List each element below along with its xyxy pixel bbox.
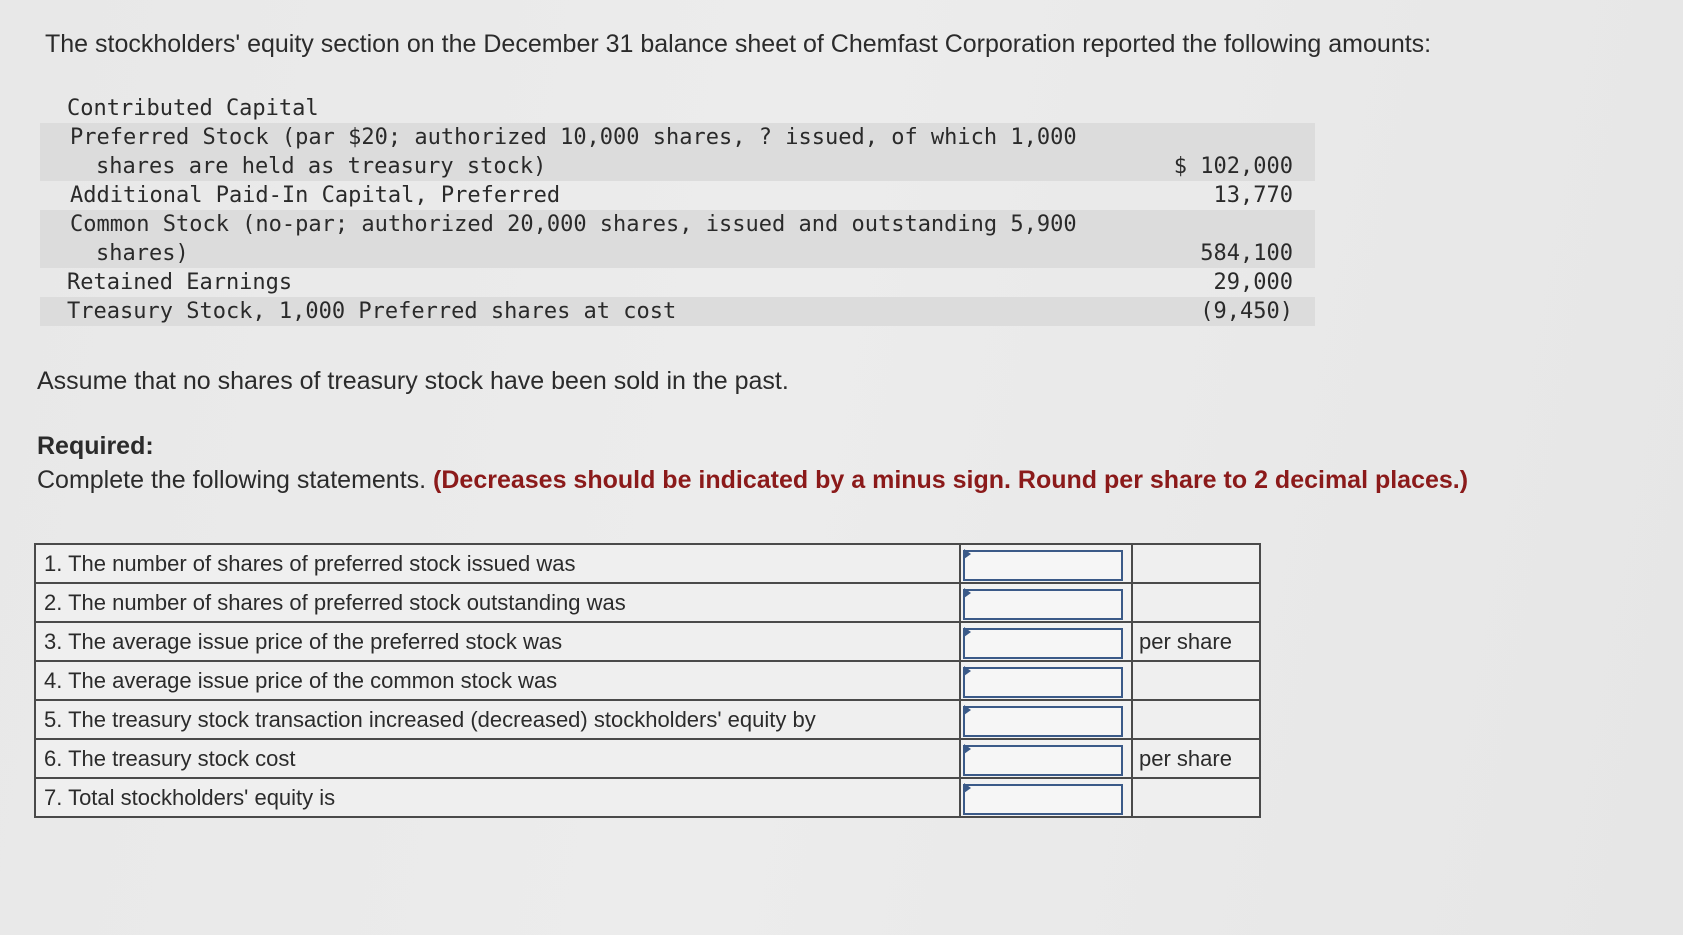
- statement-row-3: [35, 622, 1260, 661]
- answer-input-2[interactable]: [963, 589, 1123, 620]
- statement-text: 7. Total stockholders' equity is: [35, 778, 960, 817]
- statement-row-1: [35, 544, 1260, 583]
- preferred-stock-label: Preferred Stock (par $20; authorized 10,000 shares, ? issued, of which 1,000: [70, 125, 1077, 150]
- statement-text: 5. The treasury stock transaction increased (decreased) stockholders' equity by: [35, 700, 960, 739]
- preferred-stock-row: [40, 123, 1315, 181]
- assumption-text: Assume that no shares of treasury stock have been sold in the past.: [37, 367, 789, 395]
- input-marker-icon: [964, 588, 971, 598]
- input-marker-icon: [964, 705, 971, 715]
- common-stock-label-cont: shares): [96, 241, 189, 266]
- statement-row-7: [35, 778, 1260, 817]
- common-stock-amount: 584,100: [1200, 241, 1293, 266]
- answer-input-7[interactable]: [963, 784, 1123, 815]
- required-instruction: [37, 466, 1468, 495]
- statement-row-4: [35, 661, 1260, 700]
- contributed-capital-heading: Contributed Capital: [67, 96, 319, 121]
- retained-earnings-amount: 29,000: [1213, 270, 1293, 295]
- problem-intro: The stockholders' equity section on the December 31 balance sheet of Chemfast Corporation reported the following amounts:: [45, 30, 1432, 58]
- answer-table: [34, 543, 1261, 818]
- answer-input-3[interactable]: [963, 628, 1123, 659]
- answer-input-1[interactable]: [963, 550, 1123, 581]
- apic-label: Additional Paid-In Capital, Preferred: [70, 183, 561, 208]
- apic-row: [40, 181, 1315, 210]
- treasury-stock-row: [40, 297, 1315, 326]
- required-heading: Required:: [37, 432, 154, 460]
- statement-row-2: [35, 583, 1260, 622]
- treasury-stock-label: Treasury Stock, 1,000 Preferred shares at cost: [67, 299, 677, 324]
- unit-label: [1132, 778, 1260, 817]
- input-marker-icon: [964, 744, 971, 754]
- input-marker-icon: [964, 549, 971, 559]
- unit-label: [1132, 544, 1260, 583]
- treasury-stock-amount: (9,450): [1200, 299, 1293, 324]
- retained-earnings-label: Retained Earnings: [67, 270, 293, 295]
- input-marker-icon: [964, 783, 971, 793]
- answer-input-5[interactable]: [963, 706, 1123, 737]
- input-marker-icon: [964, 627, 971, 637]
- unit-label: [1132, 700, 1260, 739]
- input-marker-icon: [964, 666, 971, 676]
- contributed-capital-row: [40, 94, 1315, 123]
- preferred-stock-label-cont: shares are held as treasury stock): [96, 154, 547, 179]
- answer-input-4[interactable]: [963, 667, 1123, 698]
- statement-text: 3. The average issue price of the preferred stock was: [35, 622, 960, 661]
- apic-amount: 13,770: [1213, 183, 1293, 208]
- statement-text: 6. The treasury stock cost: [35, 739, 960, 778]
- statement-text: 2. The number of shares of preferred stock outstanding was: [35, 583, 960, 622]
- common-stock-label: Common Stock (no-par; authorized 20,000 shares, issued and outstanding 5,900: [70, 212, 1077, 237]
- equity-section: [40, 94, 1315, 326]
- preferred-stock-amount: $ 102,000: [1173, 154, 1293, 179]
- answer-input-6[interactable]: [963, 745, 1123, 776]
- retained-earnings-row: [40, 268, 1315, 297]
- statement-text: 4. The average issue price of the common stock was: [35, 661, 960, 700]
- unit-label: per share: [1132, 622, 1260, 661]
- statement-row-6: [35, 739, 1260, 778]
- instruction-text: Complete the following statements.: [37, 466, 427, 494]
- unit-label: [1132, 661, 1260, 700]
- statement-text: 1. The number of shares of preferred stock issued was: [35, 544, 960, 583]
- statement-row-5: [35, 700, 1260, 739]
- unit-label: [1132, 583, 1260, 622]
- common-stock-row: [40, 210, 1315, 268]
- unit-label: per share: [1132, 739, 1260, 778]
- rounding-note: (Decreases should be indicated by a minus sign. Round per share to 2 decimal places.): [433, 466, 1469, 494]
